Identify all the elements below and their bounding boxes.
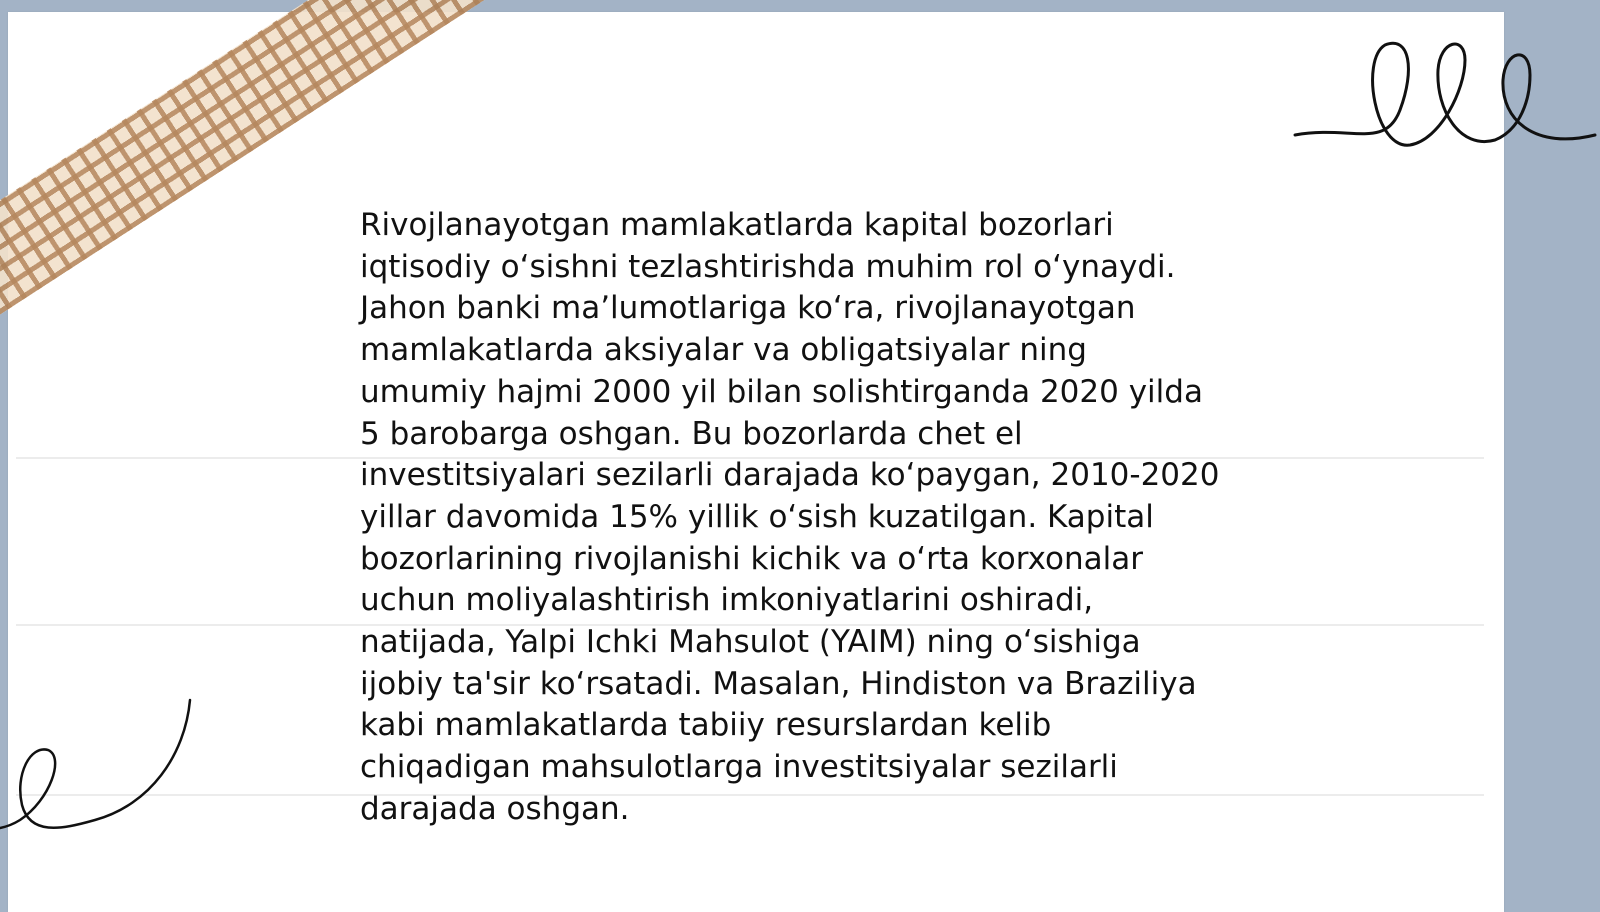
slide-body-text: Rivojlanayotgan mamlakatlarda kapital bozorlari iqtisodiy o‘sishni tezlashtirishda muhim rol o‘ynaydi. Jahon banki ma’lumotlariga ko‘ra, rivojlanayotgan mamlakatlarda aksiyalar va obligatsiyalar ning umumiy hajmi 2000 yil bilan solishtirganda 2020 yilda 5 barobarga oshgan. Bu bozorlarda chet el investitsiyalari sezilarli darajada ko‘paygan, 2010-2020 yillar davomida 15% yillik o‘sish kuzatilgan. Kapital bozorlarining rivojlanishi kichik va o‘rta korxonalar uchun moliyalashtirish imkoniyatlarini oshiradi, natijada, Yalpi Ichki Mahsulot (YAIM) ning o‘sishiga ijobiy ta'sir ko‘rsatadi. Masalan, Hindiston va Braziliya kabi mamlakatlarda tabiiy resurslardan kelib chiqadigan mahsulotlarga investitsiyalar sezilarli darajada oshgan.	[360, 207, 1220, 827]
swirl-scribble-icon	[0, 695, 200, 845]
loop-scribble-icon	[1290, 30, 1600, 170]
